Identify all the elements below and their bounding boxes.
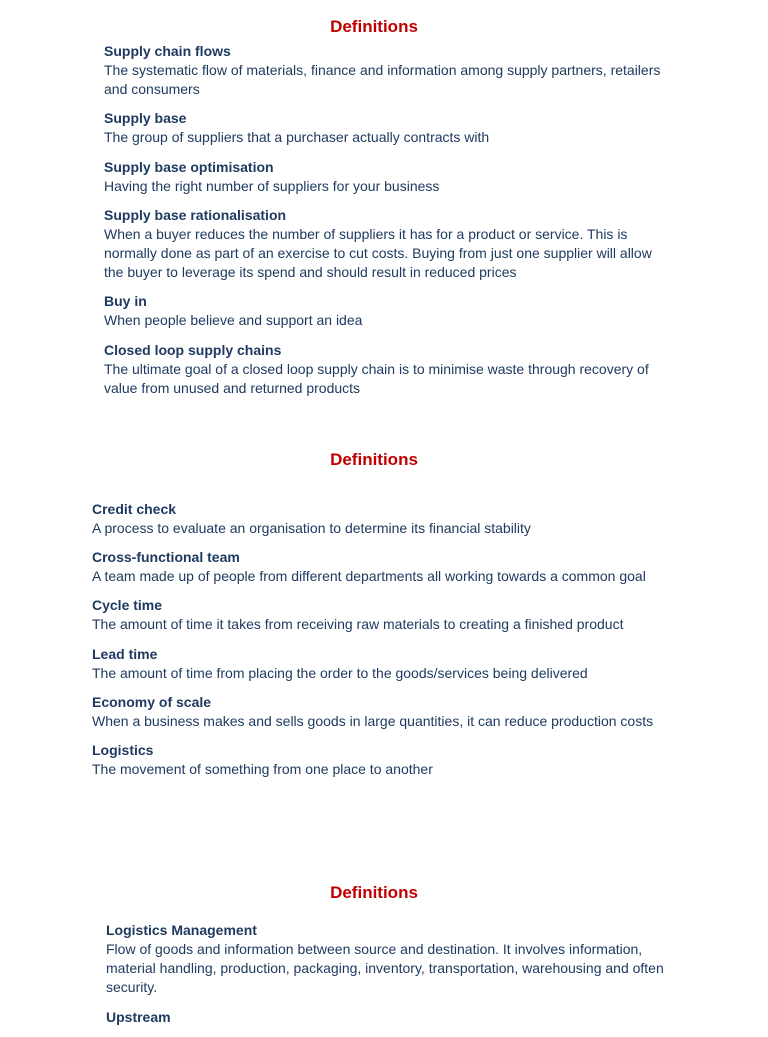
definition-item (104, 206, 664, 283)
definition-text: When people believe and support an idea (104, 312, 363, 329)
definition-text: The group of suppliers that a purchaser actually contracts with (104, 129, 490, 146)
definition-item (104, 42, 664, 99)
definition-item (92, 596, 702, 634)
definition-text: When a business makes and sells goods in large quantities, it can reduce production costs (92, 712, 654, 729)
definition-item (92, 548, 702, 586)
definition-term: Logistics Management (106, 922, 257, 938)
definition-item (104, 158, 664, 196)
definition-text: A process to evaluate an organisation to determine its financial stability (92, 520, 531, 536)
definition-list (104, 42, 664, 408)
section-title: Definitions (330, 883, 418, 902)
definition-text: The amount of time it takes from receiving raw materials to creating a finished product (92, 616, 624, 633)
definition-term: Cycle time (92, 597, 163, 614)
definition-term: Supply chain flows (104, 43, 231, 59)
definition-item (104, 341, 664, 398)
definition-text: Having the right number of suppliers for your business (104, 177, 440, 194)
definition-item (92, 500, 702, 538)
definition-term: Logistics (92, 742, 154, 759)
definition-text: The amount of time from placing the order to the goods/services being delivered (92, 664, 588, 681)
definition-term: Supply base optimisation (104, 158, 274, 175)
definition-text: The ultimate goal of a closed loop supply chain is to minimise waste through recovery of value from unused and returned products (104, 360, 649, 396)
definition-text: When a buyer reduces the number of suppliers it has for a product or service. This is normally done as part of an exercise to cut costs. Buying from just one supplier will allow the buyer to leverage its spend and should result in reduced prices (104, 225, 652, 281)
definition-term: Upstream (106, 1008, 171, 1025)
section-title: Definitions (330, 450, 418, 469)
definition-item (92, 693, 702, 731)
definition-text: Flow of goods and information between source and destination. It involves information, material handling, production, packaging, inventory, transportation, warehousing and often security. (106, 941, 664, 996)
definition-text: A team made up of people from different departments all working towards a common goal (92, 568, 646, 585)
definition-item (104, 109, 664, 147)
definition-term: Closed loop supply chains (104, 341, 282, 358)
definition-item (106, 921, 666, 998)
section-title: Definitions (330, 17, 418, 36)
definition-term: Economy of scale (92, 693, 212, 710)
definition-item (104, 292, 664, 330)
definition-list (92, 500, 702, 789)
definition-item (92, 741, 702, 779)
definition-text: The movement of something from one place to another (92, 761, 433, 778)
definition-text: The systematic flow of materials, finance and information among supply partners, retailers and consumers (104, 62, 661, 98)
definition-term: Cross-functional team (92, 549, 240, 566)
definition-term: Lead time (92, 645, 158, 662)
definition-term: Supply base (104, 110, 187, 127)
definition-item (92, 645, 702, 683)
definition-term: Buy in (104, 293, 147, 310)
definition-term: Supply base rationalisation (104, 206, 287, 223)
definition-term: Credit check (92, 501, 177, 517)
definition-list (106, 921, 666, 1037)
